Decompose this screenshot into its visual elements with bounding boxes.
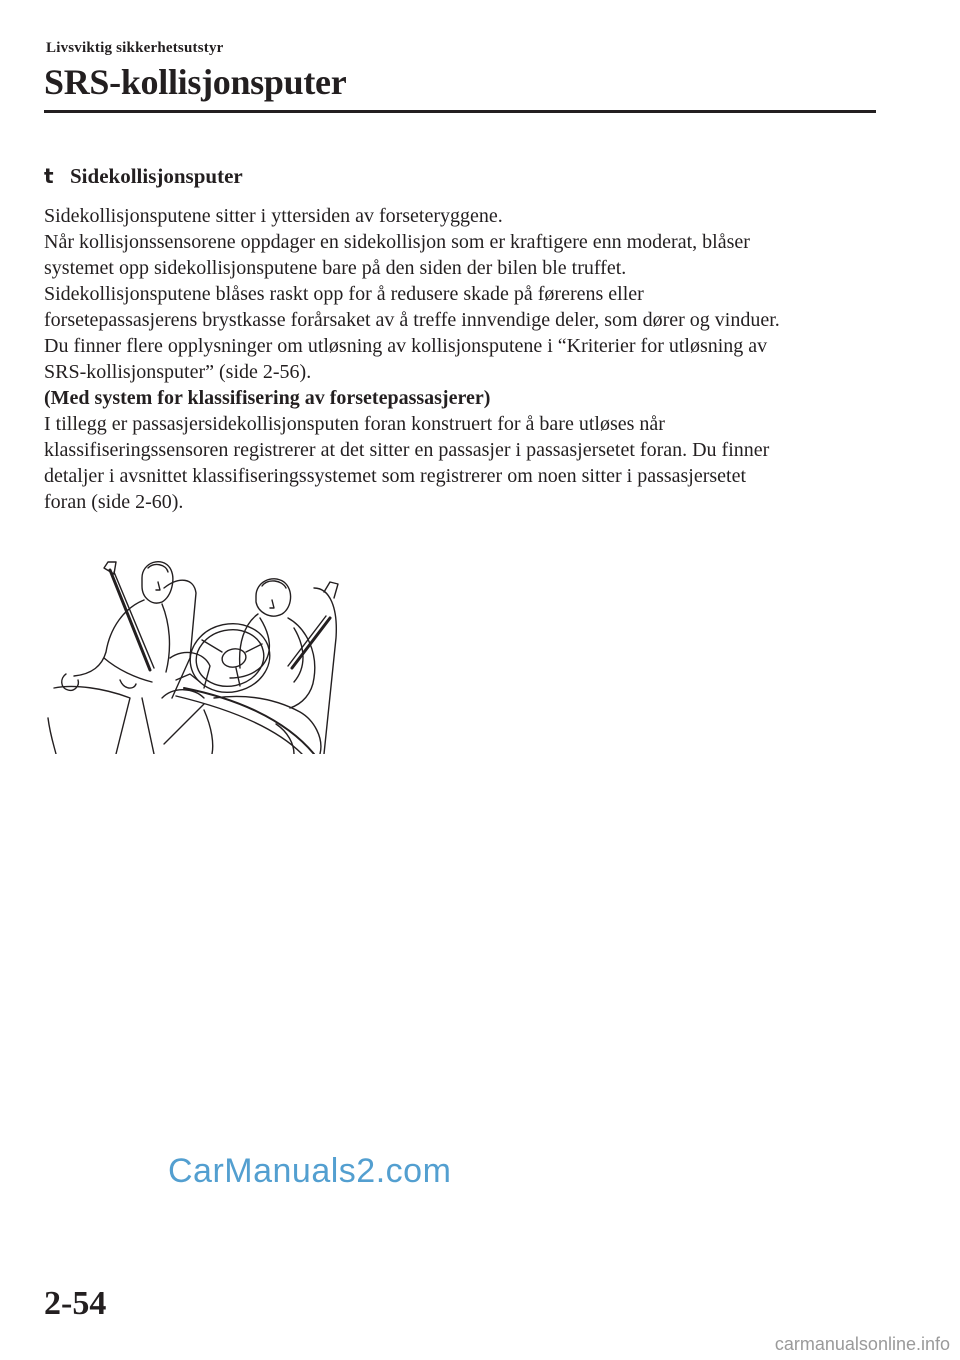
body-line: forsetepassasjerens brystkasse forårsaket av å treffe innvendige deler, som dører og vinduer. (44, 309, 780, 331)
watermark: CarManuals2.com (168, 1152, 452, 1190)
page-number: 2-54 (44, 1285, 107, 1322)
footer-watermark: carmanualsonline.info (774, 1334, 950, 1354)
page-title: SRS-kollisjonsputer (44, 62, 347, 102)
section-marker-icon: t (44, 164, 54, 188)
body-line: Sidekollisjonsputene blåses raskt opp for å redusere skade på førerens eller (44, 283, 644, 305)
note-line: klassifiseringssensoren registrerer at det sitter en passasjer i passasjersetet foran. Du finner (44, 439, 770, 461)
body-line: SRS-kollisjonsputer” (side 2-56). (44, 361, 312, 383)
note-line: detaljer i avsnittet klassifiseringssystemet som registrerer om noen sitter i passasjersetet (44, 465, 747, 487)
body-line: Du finner flere opplysninger om utløsning av kollisjonsputene i “Kriterier for utløsning av (44, 335, 768, 357)
title-divider (44, 110, 876, 113)
note-line: foran (side 2-60). (44, 491, 184, 513)
body-line: Når kollisjonssensorene oppdager en sidekollisjon som er kraftigere enn moderat, blåser (44, 231, 750, 253)
body-text (44, 203, 884, 515)
section-name: Livsviktig sikkerhetsutstyr (46, 40, 224, 56)
note-line: I tillegg er passasjersidekollisjonsputen foran konstruert for å bare utløses når (44, 413, 665, 435)
body-line: Sidekollisjonsputene sitter i yttersiden av forseteryggene. (44, 205, 503, 227)
note-heading: (Med system for klassifisering av forsetepassasjerer) (44, 387, 491, 409)
occupants-illustration (44, 548, 364, 754)
subsection-title: Sidekollisjonsputer (70, 164, 243, 188)
body-line: systemet opp sidekollisjonsputene bare på den siden der bilen ble truffet. (44, 257, 627, 279)
subsection-heading (44, 163, 243, 189)
